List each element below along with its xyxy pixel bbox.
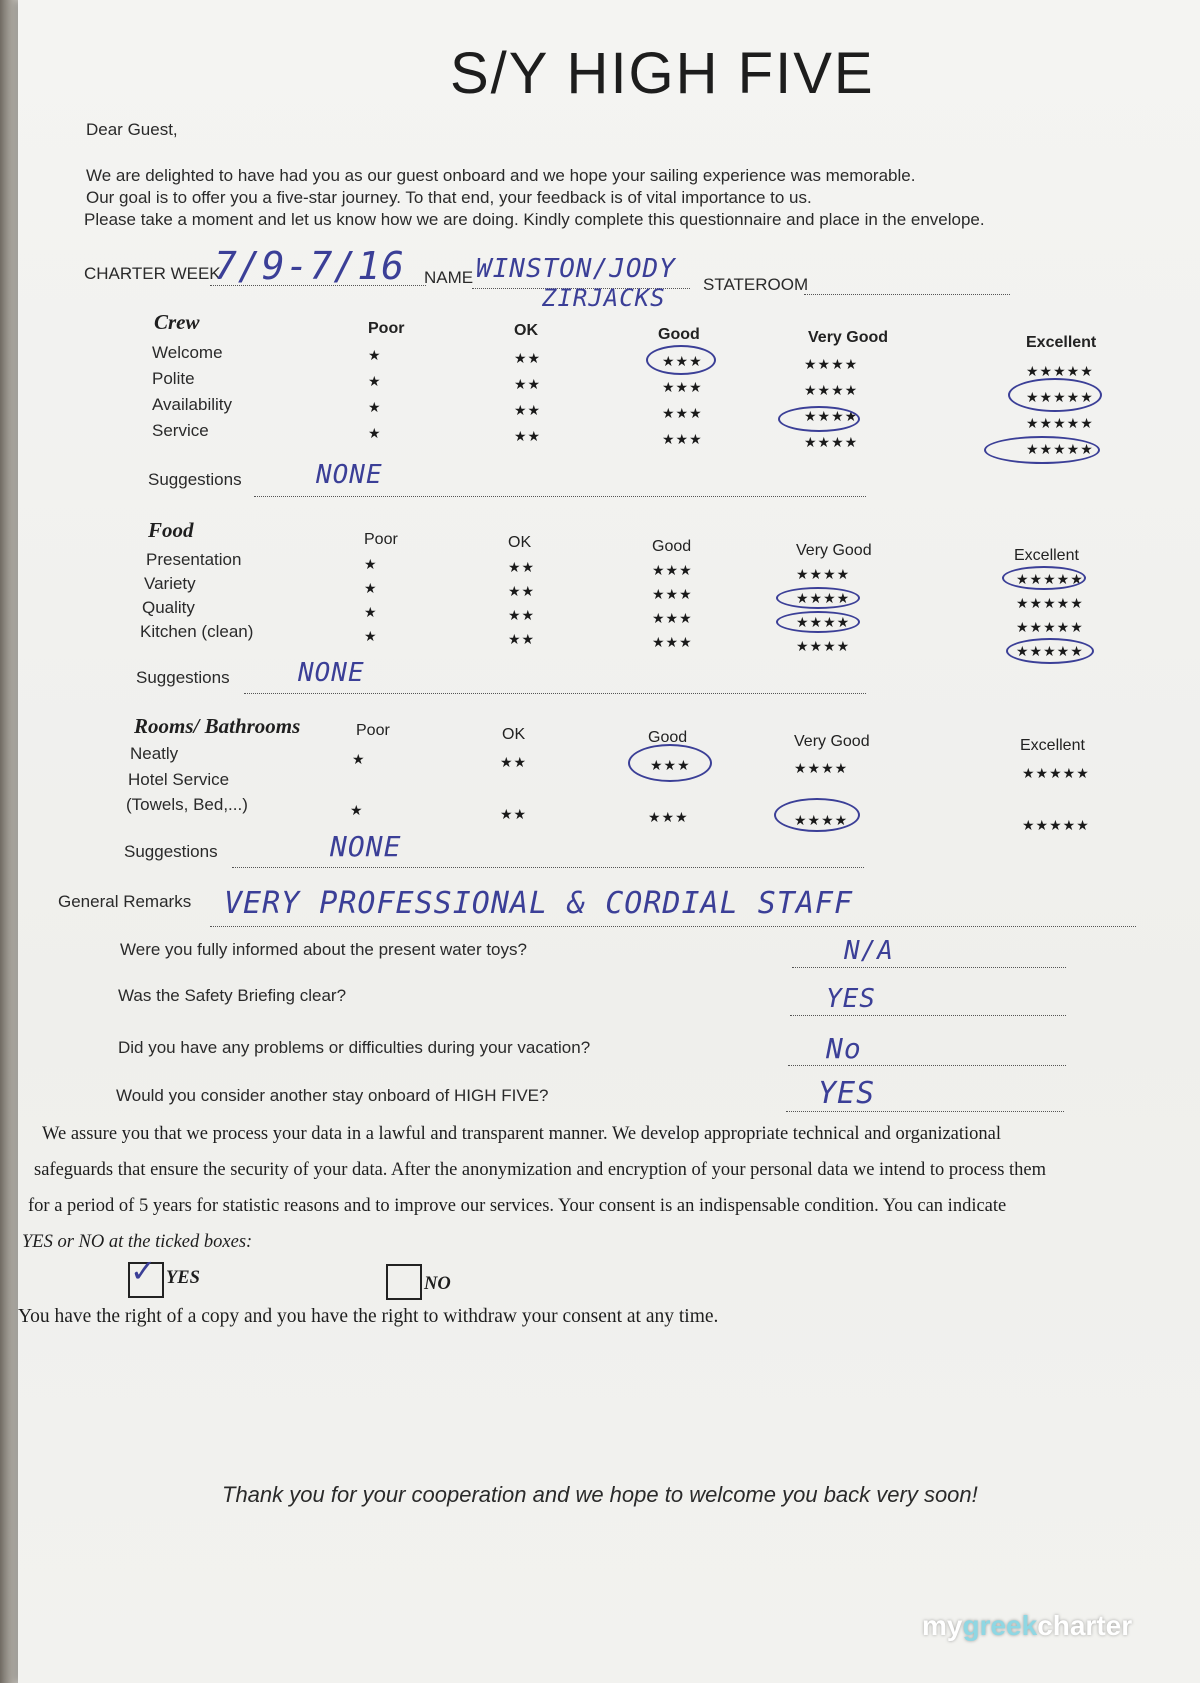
selected-circle <box>1006 638 1094 664</box>
rating-ok[interactable]: ★★ <box>500 806 528 822</box>
consent-text: YES or NO at the ticked boxes: <box>22 1232 253 1252</box>
rating-very-good[interactable]: ★★★★ <box>804 356 859 372</box>
name-label: NAME <box>424 268 474 287</box>
rating-header-poor: Poor <box>364 531 398 548</box>
rating-header-poor: Poor <box>356 722 390 739</box>
crew-suggestions-value[interactable]: NONE <box>316 460 383 490</box>
rating-header-very-good: Very Good <box>796 542 872 559</box>
food-suggestions-label: Suggestions <box>136 668 230 687</box>
selected-circle <box>1002 566 1086 590</box>
section-title-food: Food <box>148 518 194 542</box>
rating-header-good: Good <box>658 326 700 343</box>
rating-ok[interactable]: ★★ <box>508 559 536 575</box>
crew-item-welcome: Welcome <box>152 343 223 362</box>
rating-poor[interactable]: ★ <box>352 751 366 767</box>
rating-header-good: Good <box>652 538 692 555</box>
rating-very-good[interactable]: ★★★★ <box>804 382 859 398</box>
rating-good[interactable]: ★★★ <box>652 586 693 602</box>
crew-item-availability: Availability <box>152 395 233 414</box>
name-value-line2[interactable]: ZIRJACKS <box>542 284 666 312</box>
rating-poor[interactable]: ★ <box>350 802 364 818</box>
rating-ok[interactable]: ★★ <box>500 754 528 770</box>
question-problems: Did you have any problems or difficulties during your vacation? <box>118 1038 591 1057</box>
rating-excellent[interactable]: ★★★★★ <box>1016 643 1084 659</box>
answer-problems[interactable]: No <box>826 1032 862 1065</box>
answer-line <box>790 1014 1066 1016</box>
rating-excellent[interactable]: ★★★★★ <box>1026 363 1094 379</box>
charter-week-value[interactable]: 7/9-7/16 <box>214 244 406 288</box>
section-title-crew: Crew <box>154 310 200 334</box>
question-stay-again: Would you consider another stay onboard of HIGH FIVE? <box>116 1086 549 1105</box>
rating-very-good[interactable]: ★★★★ <box>804 434 859 450</box>
rating-good[interactable]: ★★★ <box>662 405 703 421</box>
rating-poor[interactable]: ★ <box>368 347 382 363</box>
rating-header-ok: OK <box>508 534 532 551</box>
consent-yes-label[interactable]: YES <box>166 1268 200 1288</box>
rating-good[interactable]: ★★★ <box>662 353 703 369</box>
consent-no-label[interactable]: NO <box>424 1274 451 1294</box>
selected-circle <box>776 611 860 633</box>
rating-good[interactable]: ★★★ <box>650 757 691 773</box>
check-mark-icon: ✓ <box>132 1250 155 1291</box>
food-item-kitchen: Kitchen (clean) <box>140 622 254 641</box>
food-suggestions-line <box>244 692 866 694</box>
charter-week-label: CHARTER WEEK <box>84 264 221 283</box>
general-remarks-line <box>210 925 1136 927</box>
consent-no-checkbox[interactable] <box>386 1264 422 1300</box>
crew-item-polite: Polite <box>152 369 195 388</box>
selected-circle <box>628 744 712 782</box>
selected-circle <box>776 587 860 609</box>
rating-poor[interactable]: ★ <box>368 425 382 441</box>
general-remarks-label: General Remarks <box>58 892 192 911</box>
rating-header-very-good: Very Good <box>808 329 889 346</box>
intro-line: We are delighted to have had you as our guest onboard and we hope your sailing experience was memorable. <box>86 166 916 185</box>
rating-ok[interactable]: ★★ <box>514 428 542 444</box>
rooms-item-hotel-service-detail: (Towels, Bed,...) <box>126 795 248 814</box>
selected-circle <box>1008 378 1102 412</box>
rating-excellent[interactable]: ★★★★★ <box>1022 817 1090 833</box>
section-title-rooms: Rooms/ Bathrooms <box>134 714 301 738</box>
intro-line: Please take a moment and let us know how we are doing. Kindly complete this questionnaire and place in the envelope. <box>84 210 985 229</box>
rating-ok[interactable]: ★★ <box>514 376 542 392</box>
answer-safety-briefing[interactable]: YES <box>826 984 876 1014</box>
rating-header-excellent: Excellent <box>1014 547 1079 564</box>
stateroom-label: STATEROOM <box>703 275 809 294</box>
consent-text: safeguards that ensure the security of your data. After the anonymization and encryption of your personal data we intend to process them <box>34 1160 1047 1180</box>
intro-line: Our goal is to offer you a five-star journey. To that end, your feedback is of vital importance to us. <box>86 188 812 207</box>
rating-very-good[interactable]: ★★★★ <box>796 590 851 606</box>
rating-excellent[interactable]: ★★★★★ <box>1022 765 1090 781</box>
rating-ok[interactable]: ★★ <box>514 402 542 418</box>
questionnaire-paper <box>18 0 1200 1683</box>
rating-very-good[interactable]: ★★★★ <box>796 614 851 630</box>
answer-water-toys[interactable]: N/A <box>844 936 894 966</box>
rooms-item-neatly: Neatly <box>130 744 179 763</box>
food-item-presentation: Presentation <box>146 550 242 569</box>
rating-header-ok: OK <box>502 726 526 743</box>
rating-header-ok: OK <box>514 322 538 339</box>
rating-ok[interactable]: ★★ <box>508 607 536 623</box>
rooms-suggestions-line <box>232 866 864 868</box>
rating-very-good[interactable]: ★★★★ <box>794 812 849 828</box>
rating-ok[interactable]: ★★ <box>514 350 542 366</box>
thank-you-footer: Thank you for your cooperation and we hope to welcome you back very soon! <box>222 1482 978 1507</box>
rating-poor[interactable]: ★ <box>364 628 378 644</box>
stateroom-line[interactable] <box>804 293 1010 295</box>
consent-text: for a period of 5 years for statistic reasons and to improve our services. Your consent is an indispensable condition. You can indicate <box>28 1196 1007 1216</box>
rating-poor[interactable]: ★ <box>364 604 378 620</box>
selected-circle <box>646 345 716 375</box>
rating-header-excellent: Excellent <box>1026 334 1097 351</box>
selected-circle <box>774 798 860 832</box>
rating-header-very-good: Very Good <box>794 733 870 750</box>
crew-item-service: Service <box>152 421 209 440</box>
rating-poor[interactable]: ★ <box>368 399 382 415</box>
rating-header-poor: Poor <box>368 320 405 337</box>
food-item-quality: Quality <box>142 598 195 617</box>
food-item-variety: Variety <box>144 574 196 593</box>
rating-header-good: Good <box>648 729 688 746</box>
rating-good[interactable]: ★★★ <box>652 634 693 650</box>
watermark-logo: mygreekcharter <box>922 1610 1133 1641</box>
rating-good[interactable]: ★★★ <box>662 431 703 447</box>
greeting: Dear Guest, <box>86 120 178 139</box>
rooms-item-hotel-service: Hotel Service <box>128 770 230 789</box>
rating-header-excellent: Excellent <box>1020 737 1085 754</box>
rating-excellent[interactable]: ★★★★★ <box>1026 415 1094 431</box>
rating-good[interactable]: ★★★ <box>662 379 703 395</box>
page-title: S/Y HIGH FIVE <box>450 41 875 106</box>
rooms-suggestions-label: Suggestions <box>124 842 218 861</box>
crew-suggestions-line <box>254 495 866 497</box>
rating-excellent[interactable]: ★★★★★ <box>1016 619 1084 635</box>
rating-good[interactable]: ★★★ <box>652 610 693 626</box>
rating-good[interactable]: ★★★ <box>648 809 689 825</box>
crew-suggestions-label: Suggestions <box>148 470 242 489</box>
rating-ok[interactable]: ★★ <box>508 631 536 647</box>
rating-excellent[interactable]: ★★★★★ <box>1026 441 1094 457</box>
answer-stay-again[interactable]: YES <box>818 1076 876 1111</box>
name-value[interactable]: WINSTON/JODY <box>476 254 676 284</box>
answer-line <box>792 966 1066 968</box>
rating-poor[interactable]: ★ <box>364 580 378 596</box>
rating-excellent[interactable]: ★★★★★ <box>1026 389 1094 405</box>
selected-circle <box>984 436 1100 464</box>
rating-poor[interactable]: ★ <box>368 373 382 389</box>
consent-text: We assure you that we process your data in a lawful and transparent manner. We develop appropriate technical and organizational <box>42 1124 1002 1144</box>
rating-very-good[interactable]: ★★★★ <box>794 760 849 776</box>
rating-very-good[interactable]: ★★★★ <box>804 408 859 424</box>
rating-very-good[interactable]: ★★★★ <box>796 566 851 582</box>
rating-good[interactable]: ★★★ <box>652 562 693 578</box>
rating-excellent[interactable]: ★★★★★ <box>1016 595 1084 611</box>
rating-poor[interactable]: ★ <box>364 556 378 572</box>
rating-very-good[interactable]: ★★★★ <box>796 638 851 654</box>
selected-circle <box>778 406 860 432</box>
rating-excellent[interactable]: ★★★★★ <box>1016 571 1084 587</box>
rating-ok[interactable]: ★★ <box>508 583 536 599</box>
question-safety-briefing: Was the Safety Briefing clear? <box>118 986 347 1005</box>
rooms-suggestions-value[interactable]: NONE <box>330 830 402 863</box>
consent-rights: You have the right of a copy and you have the right to withdraw your consent at any time. <box>18 1306 719 1327</box>
question-water-toys: Were you fully informed about the present water toys? <box>120 940 527 959</box>
food-suggestions-value[interactable]: NONE <box>298 658 365 688</box>
general-remarks-value[interactable]: VERY PROFESSIONAL & CORDIAL STAFF <box>224 886 854 921</box>
